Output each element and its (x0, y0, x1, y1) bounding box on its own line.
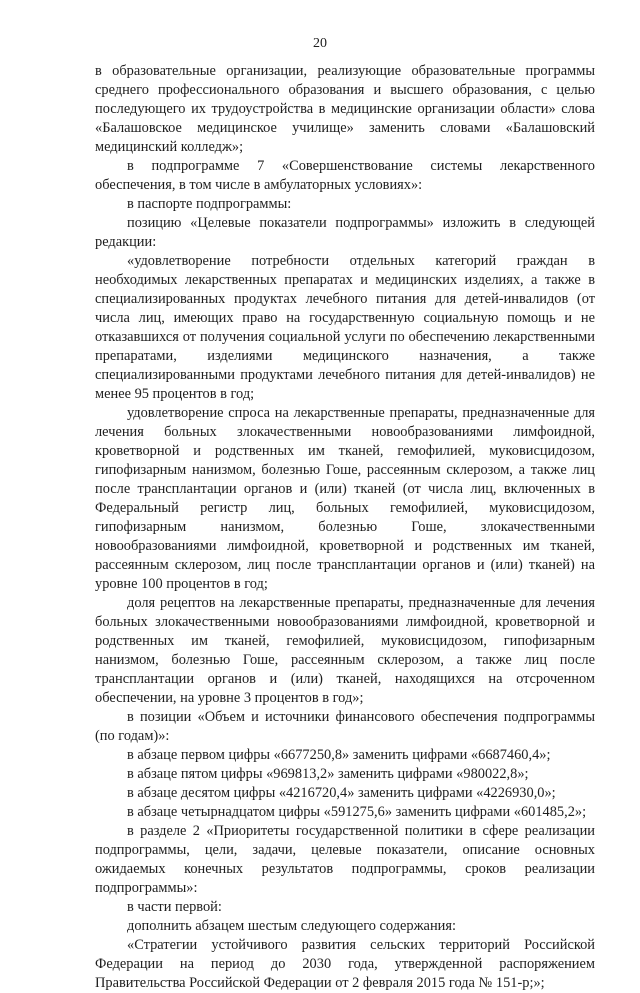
paragraph: удовлетворение спроса на лекарственные препараты, предназначенные для лечения больных злокачественными новообразованиями лимфоидной, кроветворной и родственных им тканей, гемофилией, муковисцидозом, гипофизарным нанизмом, болезнью Гоше, рассеянным склерозом, а также лиц после трансплантации органов и (или) тканей (от числа лиц, включенных в Федеральный регистр лиц, больных гемофилией, муковисцидозом, гипофизарным нанизмом, болезнью Гоше, злокачественными новообразованиями лимфоидной, кроветворной и родственных им тканей, рассеянным склерозом, лиц после трансплантации органов и (или) тканей) на уровне 100 процентов в год; (95, 405, 595, 592)
document-body (95, 62, 595, 993)
paragraph: в паспорте подпрограммы: (127, 196, 292, 212)
paragraph: в разделе 2 «Приоритеты государственной политики в сфере реализации подпрограммы, цели, задачи, целевые показатели, описание основных ожидаемых конечных результатов подпрограммы, сроков реализации подпрограммы»: (95, 823, 595, 896)
paragraph: «удовлетворение потребности отдельных категорий граждан в необходимых лекарственных препаратах и медицинских изделиях, а также в специализированных продуктах лечебного питания для детей-инвалидов (от числа лиц, имеющих право на государственную социальную помощь и не отказавшихся от получения социальной услуги по обеспечению лекарственными препаратами, изделиями медицинского назначения, а также специализированными продуктами лечебного питания для детей-инвалидов) не менее 95 процентов в год; (95, 253, 595, 402)
paragraph: в образовательные организации, реализующие образовательные программы среднего профессионального образования и высшего образования, с целью последующего их трудоустройства в медицинские организации области» слова «Балашовское медицинское училище» заменить словами «Балашовский медицинский колледж»; (95, 63, 595, 155)
paragraph: в подпрограмме 7 «Совершенствование системы лекарственного обеспечения, в том числе в амбулаторных условиях»: (95, 158, 595, 193)
page-number: 20 (313, 36, 327, 51)
paragraph: в абзаце первом цифры «6677250,8» заменить цифрами «6687460,4»; (127, 747, 551, 763)
paragraph: «Стратегии устойчивого развития сельских территорий Российской Федерации на период до 2030 года, утвержденной распоряжением Правительства Российской Федерации от 2 февраля 2015 года № 151-р;»; (95, 937, 595, 991)
paragraph: дополнить абзацем шестым следующего содержания: (127, 918, 456, 934)
paragraph: в абзаце пятом цифры «969813,2» заменить цифрами «980022,8»; (127, 766, 529, 782)
paragraph: доля рецептов на лекарственные препараты, предназначенные для лечения больных злокачественными новообразованиями лимфоидной, кроветворной и родственных им тканей, гемофилией, муковисцидозом, гипофизарным нанизмом, болезнью Гоше, рассеянным склерозом, а также лиц после трансплантации органов и (или) тканей, находящихся на отсроченном обеспечении, на уровне 3 процентов в год»; (95, 595, 595, 706)
paragraph: в абзаце четырнадцатом цифры «591275,6» заменить цифрами «601485,2»; (127, 804, 587, 820)
paragraph: в части первой: (127, 899, 222, 915)
paragraph: в абзаце десятом цифры «4216720,4» заменить цифрами «4226930,0»; (127, 785, 556, 801)
paragraph: в позиции «Объем и источники финансового обеспечения подпрограммы (по годам)»: (95, 709, 595, 744)
paragraph: позицию «Целевые показатели подпрограммы» изложить в следующей редакции: (95, 215, 595, 250)
